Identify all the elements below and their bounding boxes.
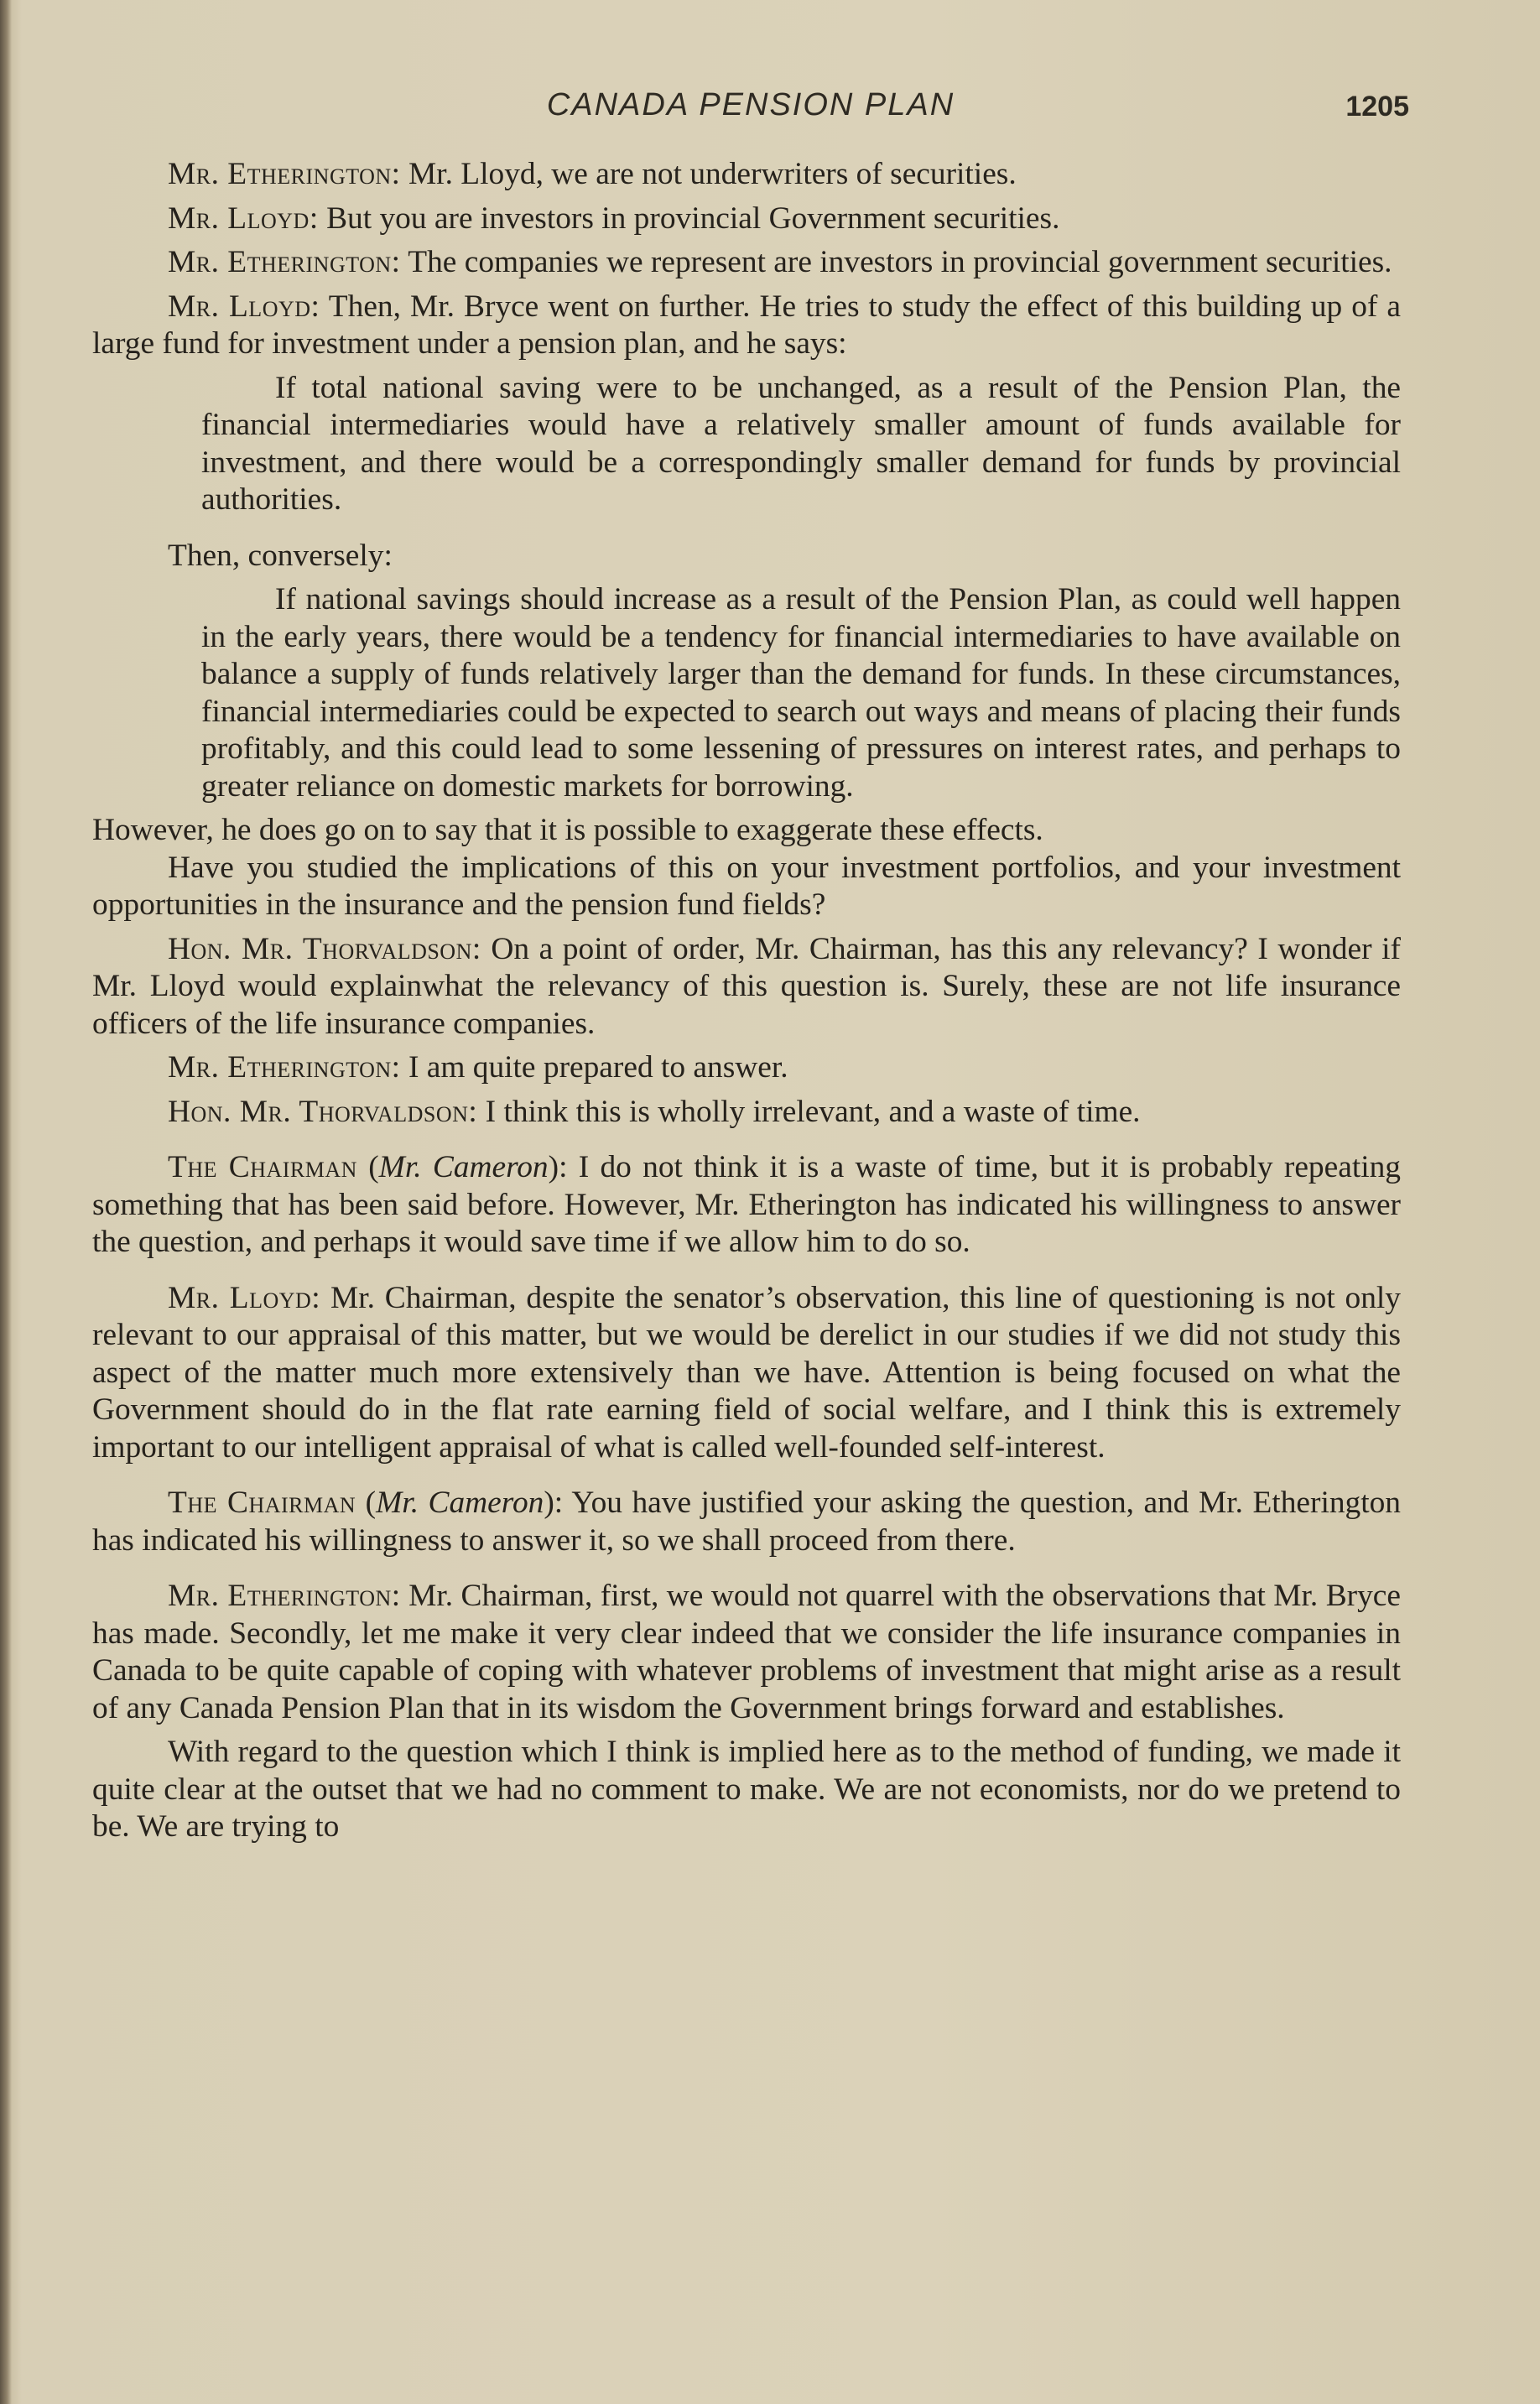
paragraph	[92, 1280, 1401, 1467]
running-title: CANADA PENSION PLAN	[546, 87, 955, 122]
paragraph	[92, 1094, 1401, 1132]
speaker-name: Mr. Etherington:	[168, 1579, 401, 1613]
paragraph	[92, 931, 1401, 1043]
block-quote: If total national saving were to be unchanged, as a result of the Pension Plan, the financial intermediaries would have a relatively smaller amount of funds available for investment, and there would be a correspondingly smaller demand for funds by provincial authorities.	[201, 370, 1401, 517]
speaker-name: Mr. Etherington:	[168, 245, 401, 279]
paragraph	[92, 200, 1401, 238]
paragraph-text: Mr. Lloyd, we are not underwriters of securities.	[408, 157, 1017, 191]
speaker-name-italic: Mr. Cameron	[378, 1150, 549, 1184]
paragraph	[92, 244, 1401, 282]
page-number: 1205	[1345, 91, 1409, 122]
speaker-name-italic: Mr. Cameron	[376, 1486, 544, 1520]
speaker-name: The Chairman	[168, 1486, 356, 1520]
paragraph: The Chairman (Mr. Cameron): You have justified your asking the question, and Mr. Etherington has indicated his willingness to answer it, so we shall proceed from there.	[92, 1486, 1401, 1558]
paragraph-text: You have justified your asking the question, and Mr. Etherington has indicated his willingness to answer it, so we shall proceed from there.	[92, 1486, 1401, 1558]
speaker-name: Mr. Etherington:	[168, 157, 401, 191]
speaker-name: Mr. Lloyd:	[168, 1280, 321, 1315]
paragraph-text: On a point of order, Mr. Chairman, has this any relevancy? I wonder if Mr. Lloyd would explainwhat the relevancy of this question is. Surely, these are not life insurance officers of the life insurance companies.	[92, 931, 1401, 1041]
speaker-name: Mr. Lloyd:	[168, 289, 320, 324]
speaker-name: Mr. Etherington:	[168, 1050, 401, 1085]
paragraph-text: Mr. Chairman, first, we would not quarrel with the observations that Mr. Bryce has made. Secondly, let me make it very clear indeed that we consider the life insurance companies in Canada to be quite capable of coping with whatever problems of investment that might arise as a result of any Canada Pension Plan that in its wisdom the Government brings forward and establishes.	[92, 1579, 1401, 1725]
book-binding-edge	[0, 0, 12, 2404]
paragraph	[92, 1049, 1401, 1087]
paragraph: Then, conversely:	[168, 538, 393, 573]
paragraph-text: The companies we represent are investors in provincial government securities.	[408, 245, 1392, 279]
speaker-name: The Chairman	[168, 1150, 357, 1184]
paragraph: With regard to the question which I think is implied here as to the method of funding, we made it quite clear at the outset that we had no comment to make. We are not economists, nor do we pretend to be. We are trying to	[92, 1735, 1401, 1844]
paragraph-text: Then, Mr. Bryce went on further. He tries to study the effect of this building up of a large fund for investment under a pension plan, and he says:	[92, 289, 1401, 361]
paragraph: The Chairman (Mr. Cameron): I do not think it is a waste of time, but it is probably repeating something that has been said before. However, Mr. Etherington has indicated his willingness to answer the question, and perhaps it would save time if we allow him to do so.	[92, 1150, 1401, 1259]
paragraph	[92, 289, 1401, 363]
paragraph: However, he does go on to say that it is possible to exaggerate these effects.	[92, 813, 1043, 847]
paragraph-text: Mr. Chairman, despite the senator’s observation, this line of questioning is not only relevant to our appraisal of this matter, but we would be derelict in our studies if we did not study this aspect of the matter much more extensively than we have. Attention is being focused on what the Government should do in the flat rate earning field of social welfare, and I think this is extremely important to our intelligent appraisal of what is called well-founded self-interest.	[92, 1280, 1401, 1465]
paragraph: Have you studied the implications of this on your investment portfolios, and your investment opportunities in the insurance and the pension fund fields?	[92, 850, 1401, 922]
paragraph	[92, 156, 1401, 194]
paragraph-text: But you are investors in provincial Government securities.	[326, 200, 1060, 236]
speaker-name: Hon. Mr. Thorvaldson:	[168, 1094, 478, 1129]
paragraph	[92, 1578, 1401, 1727]
page-header	[92, 87, 1409, 129]
block-quote: If national savings should increase as a result of the Pension Plan, as could well happen in the early years, there would be a tendency for financial intermediaries to have available on balance a supply of funds relatively larger than the demand for funds. In these circumstances, financial intermediaries could be expected to search out ways and means of placing their funds profitably, and this could lead to some lessening of pressures on interest rates, and perhaps to greater reliance on domestic markets for borrowing.	[201, 582, 1401, 804]
paragraph-text: I think this is wholly irrelevant, and a waste of time.	[485, 1094, 1141, 1129]
speaker-name: Mr. Lloyd:	[168, 200, 319, 236]
speaker-name: Hon. Mr. Thorvaldson:	[168, 931, 481, 966]
paragraph-text: I do not think it is a waste of time, but it is probably repeating something that has been said before. However, Mr. Etherington has indicated his willingness to answer the question, and perhaps it would save time if we allow him to do so.	[92, 1150, 1401, 1259]
body-text	[92, 156, 1401, 1846]
paragraph-text: I am quite prepared to answer.	[408, 1050, 788, 1085]
